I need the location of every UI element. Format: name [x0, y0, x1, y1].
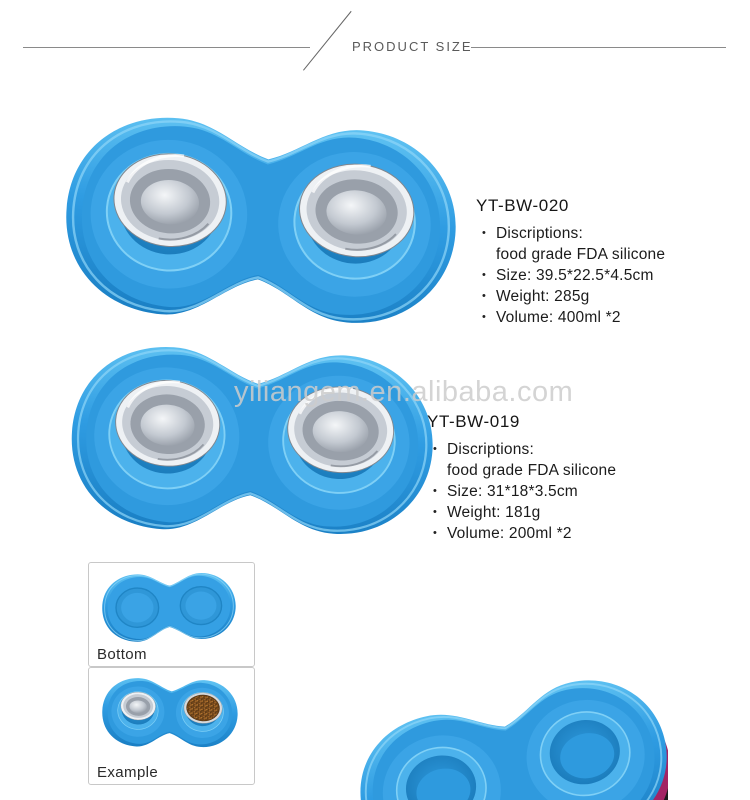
alibaba-watermark: yiliangem.en.alibaba.com [234, 376, 574, 408]
product-specs-020 [476, 196, 726, 328]
stacked-bowls-image [328, 648, 668, 800]
thumbnail-example-image [96, 669, 246, 757]
size-value: Size: 39.5*22.5*4.5cm [496, 267, 654, 284]
thumbnail-example-box [88, 667, 255, 785]
weight-value: Weight: 285g [496, 288, 590, 305]
description-label: Discriptions: [447, 441, 535, 458]
spec-item-volume [476, 307, 726, 328]
spec-list-020 [476, 223, 726, 328]
volume-value: Volume: 400ml *2 [496, 309, 621, 326]
header-rule-right [471, 47, 726, 48]
thumbnail-bottom-box [88, 562, 255, 667]
size-value: Size: 31*18*3.5cm [447, 483, 578, 500]
model-number-020: YT-BW-020 [476, 196, 569, 215]
spec-list-019 [427, 439, 677, 544]
spec-item-volume [427, 523, 677, 544]
description-value: food grade FDA silicone [447, 462, 617, 479]
bullet-icon: • [482, 311, 487, 323]
description-value: food grade FDA silicone [496, 246, 666, 263]
bullet-icon: • [433, 527, 438, 539]
spec-item-weight [476, 286, 726, 307]
weight-value: Weight: 181g [447, 504, 541, 521]
thumbnail-bottom-image [96, 564, 244, 650]
product-specs-019 [427, 412, 677, 544]
spec-item-size [476, 265, 726, 286]
page-title: PRODUCT SIZE [352, 39, 473, 54]
bullet-icon: • [433, 506, 438, 518]
model-number-019: YT-BW-019 [427, 412, 520, 431]
volume-value: Volume: 200ml *2 [447, 525, 572, 542]
thumbnail-example-label: Example [97, 764, 159, 781]
spec-item-description [427, 439, 677, 481]
spec-item-weight [427, 502, 677, 523]
description-label: Discriptions: [496, 225, 584, 242]
bullet-icon: • [482, 227, 487, 239]
bullet-icon: • [433, 443, 438, 455]
thumbnail-bottom-label: Bottom [97, 646, 147, 663]
header-rule-left [23, 47, 310, 48]
bullet-icon: • [482, 269, 487, 281]
spec-item-description [476, 223, 726, 265]
stack-layer-blue [345, 666, 668, 800]
spec-item-size [427, 481, 677, 502]
bullet-icon: • [482, 290, 487, 302]
product-image-019 [47, 311, 462, 571]
bullet-icon: • [433, 485, 438, 497]
header-diagonal-line [303, 11, 352, 71]
